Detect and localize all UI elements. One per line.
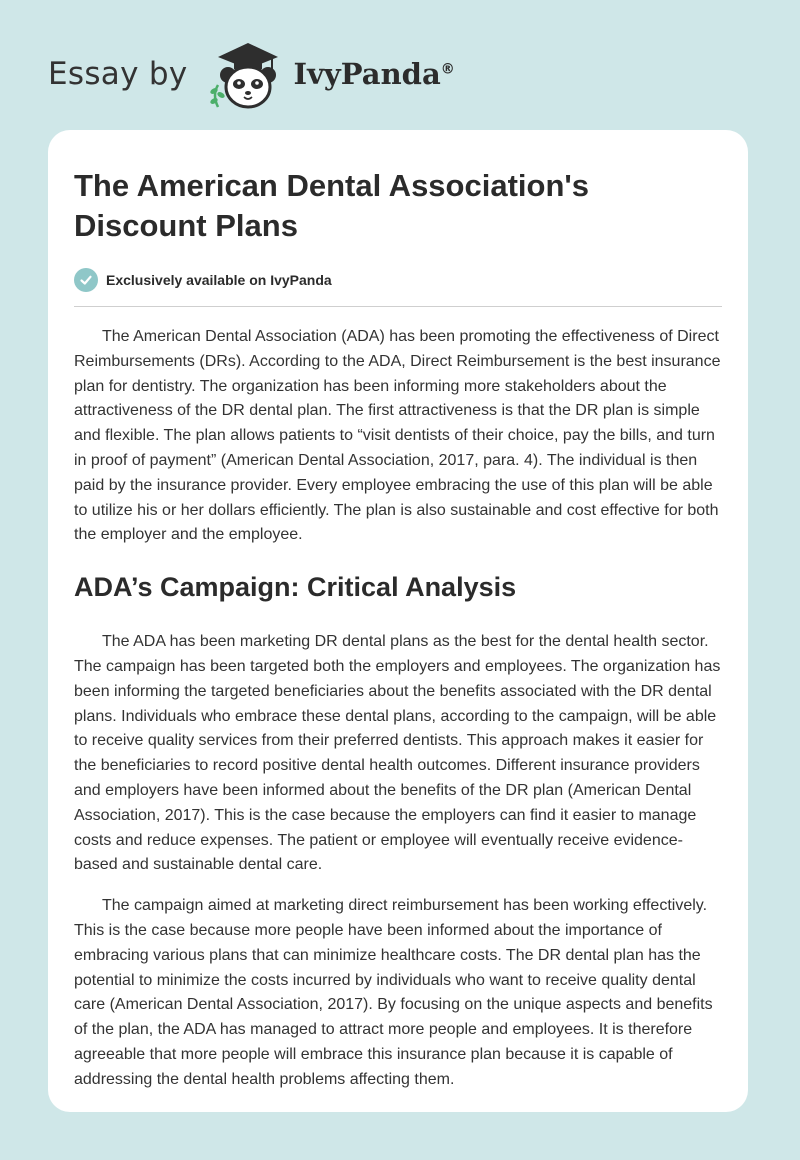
essay-card (48, 130, 748, 1112)
check-icon (74, 268, 98, 292)
section-heading: ADA’s Campaign: Critical Analysis (74, 572, 517, 603)
divider (74, 306, 722, 307)
exclusive-badge (74, 266, 722, 294)
exclusive-label: Exclusively available on IvyPanda (106, 272, 332, 288)
panda-graduate-icon (204, 37, 286, 111)
brand-name: IvyPanda® (293, 57, 455, 91)
paragraph: The campaign aimed at marketing direct reimbursement has been working effectively. This is the case because more people have been informed about the importance of embracing various plans that can minimize healthcare costs. The DR dental plan has the potential to minimize the costs incurred by individuals who want to receive quality dental care (American Dental Association, 2017). By focusing on the unique aspects and benefits of the plan, the ADA has managed to attract more people and employees. It is therefore agreeable that more people will embrace this insurance plan because it is capable of addressing the dental health problems affecting them. (74, 897, 713, 1088)
paragraph: The ADA has been marketing DR dental plans as the best for the dental health sector. The campaign has been targeted both the employers and employees. The organization has been informing the targeted beneficiaries about the benefits associated with the DR dental plans. Individuals who embrace these dental plans, according to the campaign, will be able to receive quality services from their preferred dentists. This approach makes it easier for the beneficiaries to record positive dental health outcomes. Different insurance providers and employers have been informed about the benefits of the DR plan (American Dental Association, 2017). This is the case because the employers can find it easier to manage costs and reduce expenses. The patient or employee will eventually receive evidence-based and sustainable dental care. (74, 633, 721, 874)
brand-prefix: Essay by (48, 56, 188, 92)
paragraph: The American Dental Association (ADA) has been promoting the effectiveness of Direct Reimbursements (DRs). According to the ADA, Direct Reimbursement is the best insurance plan for dentistry. The organization has been informing more stakeholders about the attractiveness of the DR dental plan. The first attractiveness is that the DR plan is simple and flexible. The plan allows patients to “visit dentists of their choice, pay the bills, and turn in proof of payment” (American Dental Association, 2017, para. 4). The individual is then paid by the insurance provider. Every employee embracing the use of this plan will be able to utilize his or her dollars efficiently. The plan is also sustainable and cost effective for both the employer and the employee. (74, 328, 721, 544)
brand-header[interactable] (48, 36, 455, 112)
page-title: The American Dental Association's Discount Plans (74, 168, 589, 243)
